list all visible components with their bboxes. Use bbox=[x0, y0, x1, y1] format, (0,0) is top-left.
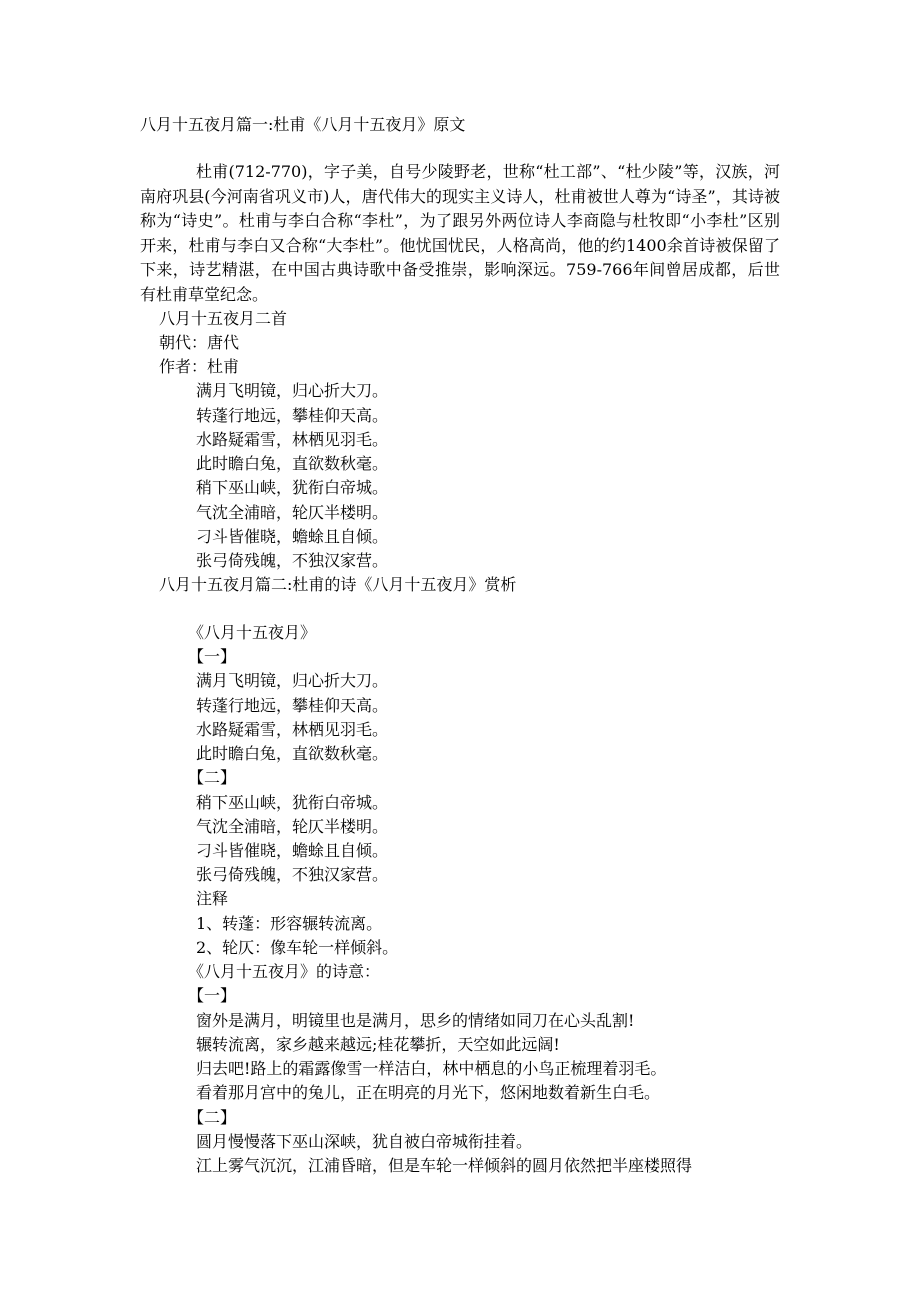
poem1-line: 转蓬行地远，攀桂仰天高。 bbox=[196, 406, 389, 425]
poem1-line: 水路疑霜雪，林栖见羽毛。 bbox=[196, 430, 389, 449]
meaning1-mark: 【一】 bbox=[188, 986, 237, 1005]
note-item: 2、轮仄：像车轮一样倾斜。 bbox=[196, 938, 399, 957]
meaning-line: 辗转流离，家乡越来越远;桂花攀折，天空如此远阔! bbox=[196, 1035, 560, 1054]
poem1-heading: 八月十五夜月二首 bbox=[159, 309, 288, 328]
poem1-dynasty: 朝代：唐代 bbox=[159, 333, 240, 352]
note-item: 1、转蓬：形容辗转流离。 bbox=[196, 914, 383, 933]
poem1-line: 此时瞻白兔，直欲数秋毫。 bbox=[196, 454, 389, 473]
part1-mark: 【一】 bbox=[188, 647, 237, 666]
meaning-line: 归去吧!路上的霜露像雪一样洁白，林中栖息的小鸟正梳理着羽毛。 bbox=[196, 1059, 667, 1078]
meaning-line: 圆月慢慢落下巫山深峡，犹自被白帝城衔挂着。 bbox=[196, 1132, 533, 1151]
poem1-author: 作者：杜甫 bbox=[159, 357, 240, 376]
poem2-line: 水路疑霜雪，林栖见羽毛。 bbox=[196, 720, 389, 739]
intro-paragraph: 杜甫(712-770)，字子美，自号少陵野老，世称“杜工部”、“杜少陵”等，汉族，河南府巩县(今河南省巩义市)人，唐代伟大的现实主义诗人，杜甫被世人尊为“诗圣”，其诗被称为“诗史”。杜甫与李白合称“李杜”，为了跟另外两位诗人李商隐与杜牧即“小李杜”区别开来，杜甫与李白又合称“大李杜”。他忧国忧民，人格高尚，他的约1400余首诗被保留了下来，诗艺精湛，在中国古典诗歌中备受推崇，影响深远。759-766年间曾居成都，后世有杜甫草堂纪念。 bbox=[140, 162, 780, 304]
meaning-line: 看着那月宫中的兔儿，正在明亮的月光下，悠闲地数着新生白毛。 bbox=[196, 1083, 661, 1102]
section1-title: 八月十五夜月篇一:杜甫《八月十五夜月》原文 bbox=[140, 115, 466, 134]
poem2-line: 转蓬行地远，攀桂仰天高。 bbox=[196, 696, 389, 715]
meaning-line: 窗外是满月，明镜里也是满月，思乡的情绪如同刀在心头乱割! bbox=[196, 1011, 635, 1030]
meaning-heading: 《八月十五夜月》的诗意： bbox=[188, 962, 381, 981]
poem2-line: 气沈全浦暗，轮仄半楼明。 bbox=[196, 817, 389, 836]
part2-mark: 【二】 bbox=[188, 768, 237, 787]
poem1-line: 气沈全浦暗，轮仄半楼明。 bbox=[196, 503, 389, 522]
poem1-line: 张弓倚残魄，不独汉家营。 bbox=[196, 551, 389, 570]
meaning-line: 江上雾气沉沉，江浦昏暗，但是车轮一样倾斜的圆月依然把半座楼照得 bbox=[196, 1156, 693, 1175]
poem2-line: 张弓倚残魄，不独汉家营。 bbox=[196, 865, 389, 884]
poem2-line: 满月飞明镜，归心折大刀。 bbox=[196, 671, 389, 690]
poem2-line: 稍下巫山峡，犹衔白帝城。 bbox=[196, 793, 389, 812]
section2-title: 八月十五夜月篇二:杜甫的诗《八月十五夜月》赏析 bbox=[159, 575, 517, 594]
poem2-title: 《八月十五夜月》 bbox=[188, 623, 317, 642]
meaning2-mark: 【二】 bbox=[188, 1108, 237, 1127]
poem1-line: 刁斗皆催晓，蟾蜍且自倾。 bbox=[196, 527, 389, 546]
poem1-line: 满月飞明镜，归心折大刀。 bbox=[196, 381, 389, 400]
poem2-line: 刁斗皆催晓，蟾蜍且自倾。 bbox=[196, 841, 389, 860]
poem1-line: 稍下巫山峡，犹衔白帝城。 bbox=[196, 478, 389, 497]
poem2-line: 此时瞻白兔，直欲数秋毫。 bbox=[196, 744, 389, 763]
notes-heading: 注释 bbox=[196, 889, 229, 908]
